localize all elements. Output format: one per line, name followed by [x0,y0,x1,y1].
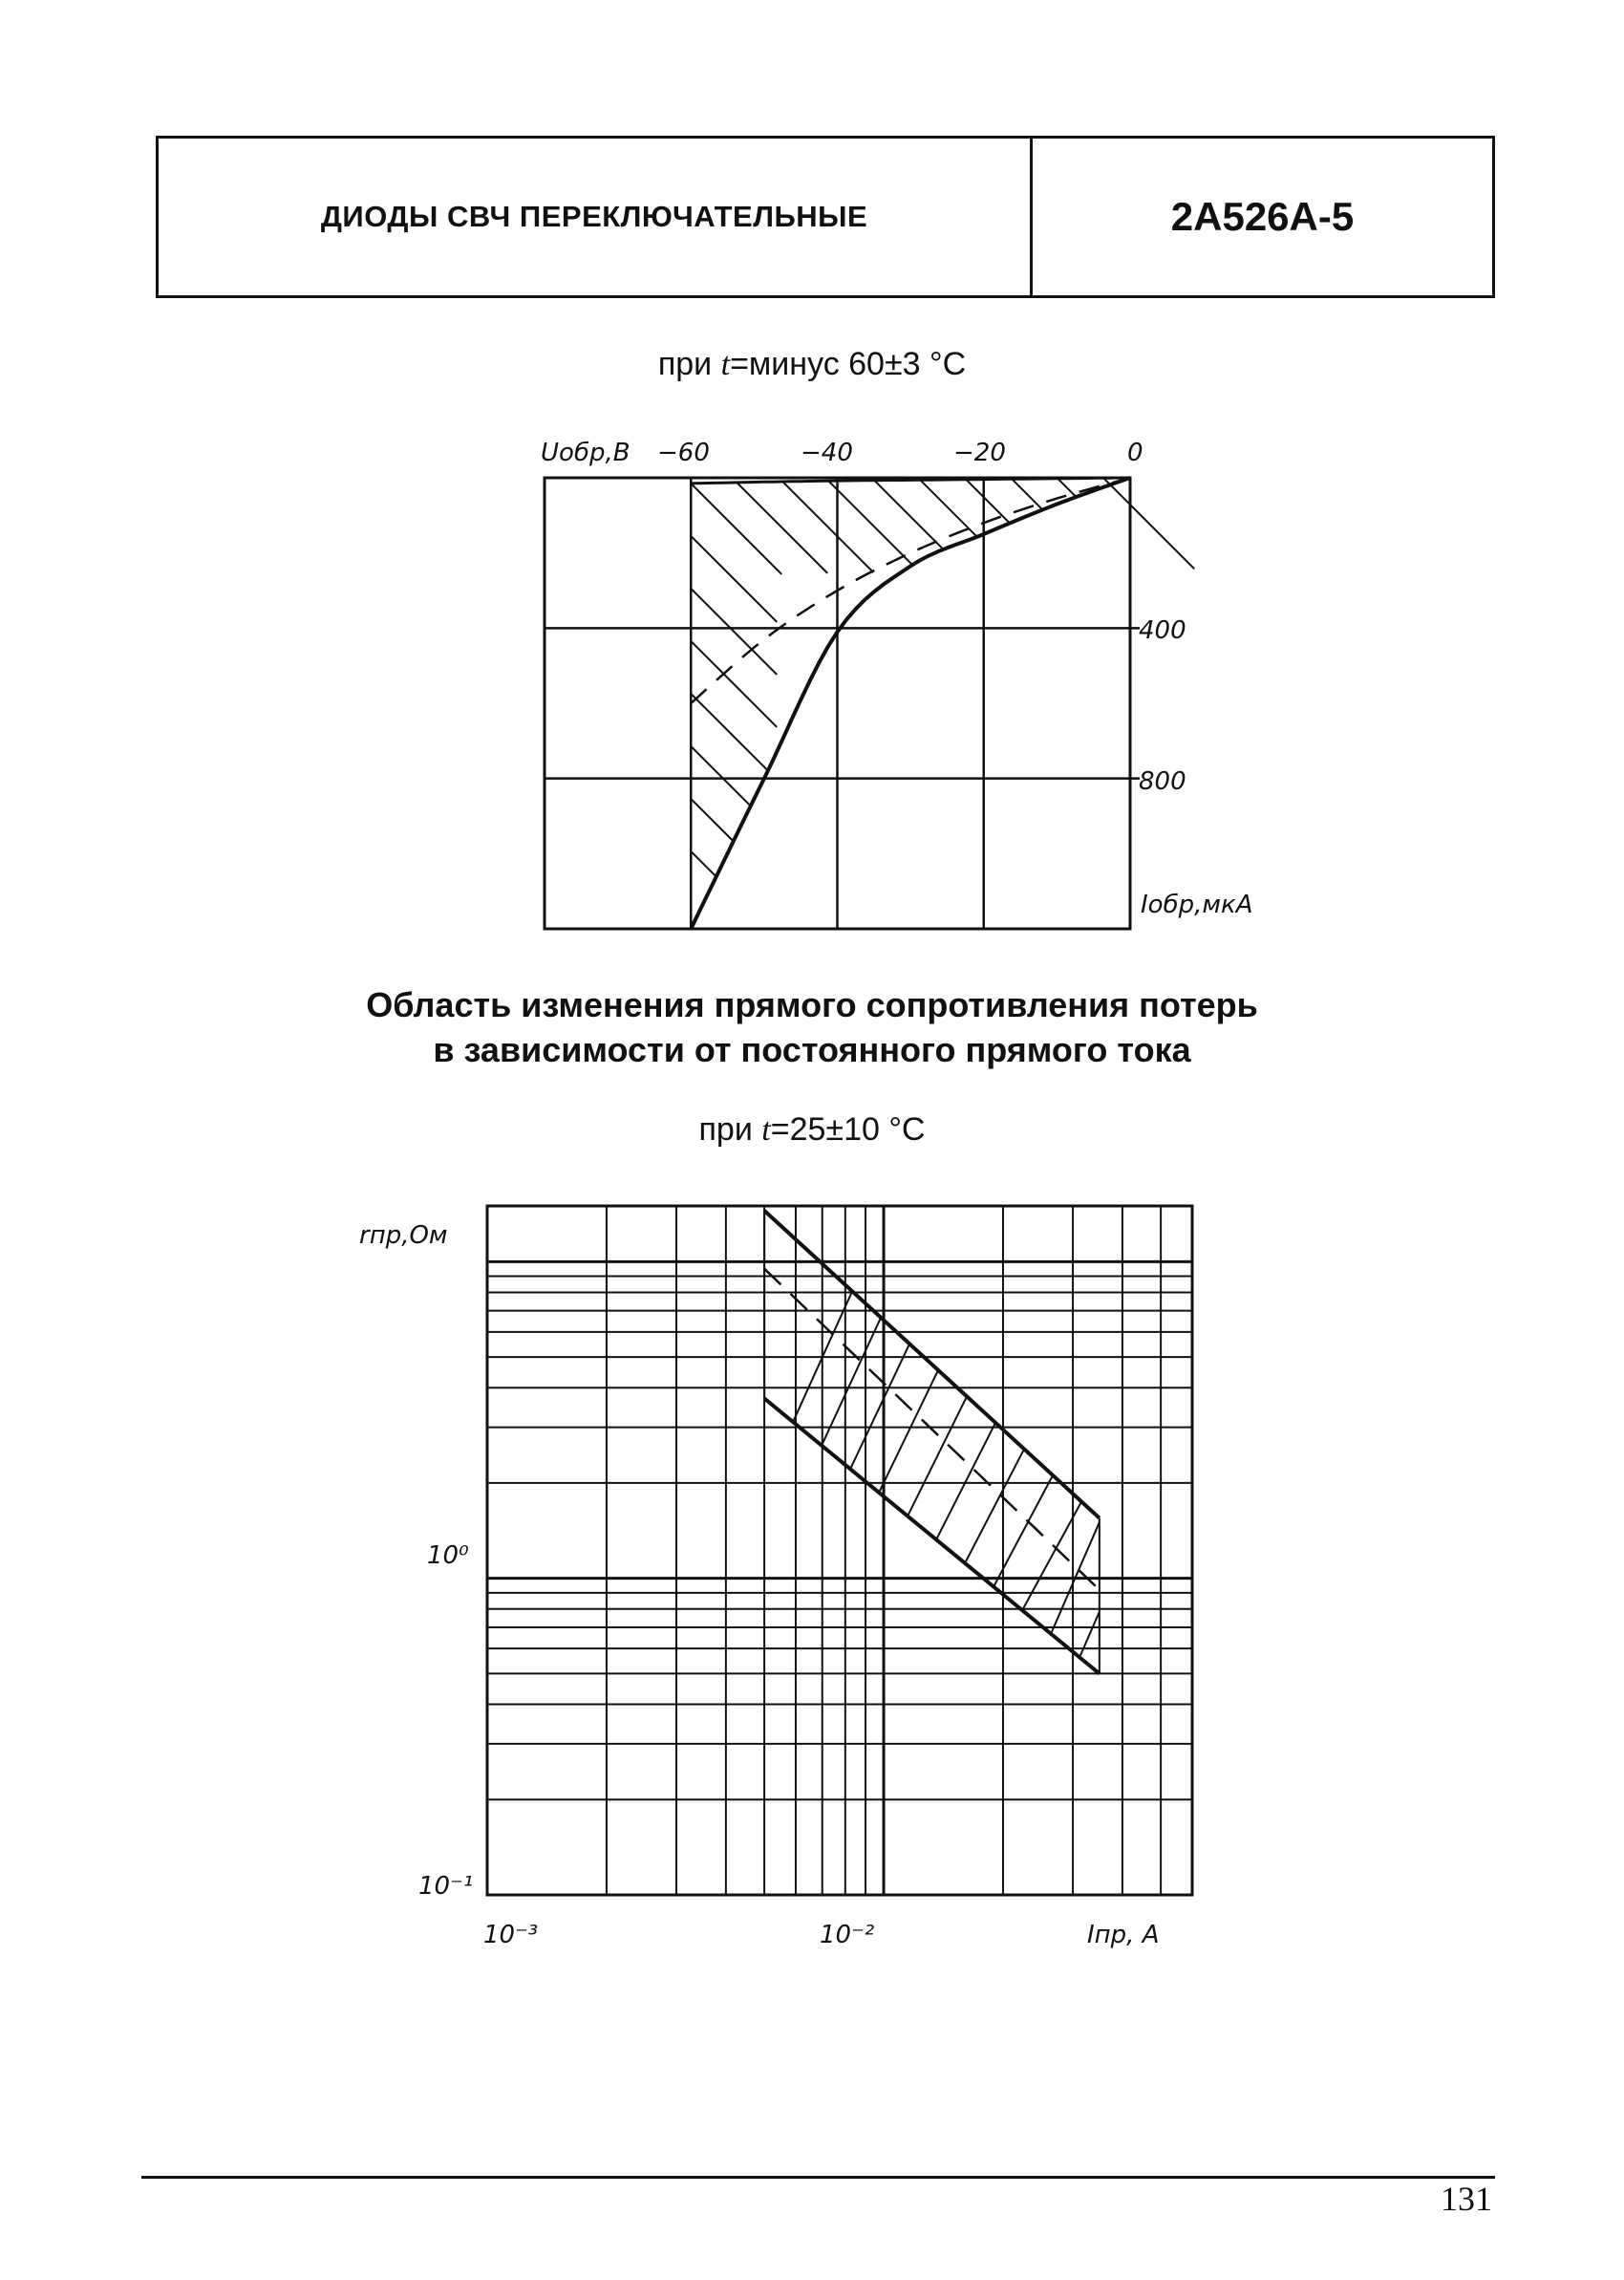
chart2-series-line [764,1211,1100,1518]
chart1-hatch-line [828,481,912,565]
chart1-x-axis-label: Uобр,В [541,439,630,467]
chart1-hatch-line [782,482,873,572]
chart1-x-tick-label: −20 [953,439,1006,467]
chart1-hatch-line [691,484,781,574]
chart1-x-tick-label: −60 [657,439,710,467]
chart2-series-line [764,1269,1100,1590]
chart1-y-tick-label: 800 [1139,767,1186,796]
chart2-caption: при t=25±10 °C [698,1111,926,1148]
section-title-line2: в зависимости от постоянного прямого тока [433,1030,1191,1069]
chart2-y-tick-label: 10⁰ [427,1541,469,1570]
chart1-hatch-line [1058,479,1076,497]
chart1-series-line [691,478,1130,703]
chart1-y-axis-label: Iобр,мкА [1141,891,1253,919]
chart2-plot [487,1206,1192,1895]
chart1-hatch-line [874,481,943,549]
chart1-hatch-line [691,746,751,807]
part-number: 2А526А-5 [1170,194,1355,239]
chart1-hatch-line [691,799,733,841]
chart1-hatch-line [691,641,777,727]
chart1-x-tick-label: 0 [1127,439,1143,467]
chart1-hatch-line [1012,479,1042,509]
chart1-y-tick-label: 400 [1139,616,1186,645]
chart2-hatch-line [1079,1612,1100,1658]
chart1-hatch-line [691,851,716,876]
chart2-x-axis-label: Iпр, А [1087,1921,1160,1949]
series-title: ДИОДЫ СВЧ ПЕРЕКЛЮЧАТЕЛЬНЫЕ [320,200,868,233]
chart2-series-line [764,1398,1100,1673]
chart2-x-tick-label: 10⁻³ [483,1921,539,1949]
footer-rule [141,2176,1495,2179]
chart1-caption: при t=минус 60±3 °C [657,346,967,382]
page-number: 131 [1441,2180,1492,2218]
chart1-hatch-line [920,480,977,537]
chart1-hatch-line [1103,478,1194,569]
chart1-x-tick-label: −40 [801,439,853,467]
chart1-series-line [691,478,1130,929]
chart2-x-tick-label: 10⁻² [820,1921,875,1949]
chart1-hatch-line [966,480,1010,524]
chart1-hatch-line [691,589,777,675]
chart1-plot [545,478,1194,929]
chart1-hatch-line [691,536,777,622]
section-title-line1: Область изменения прямого сопротивления потерь [366,985,1258,1024]
chart2-y-axis-label: rпр,Ом [359,1221,448,1250]
chart1-hatch-line [737,483,827,573]
chart2-y-tick-label: 10⁻¹ [418,1872,474,1901]
